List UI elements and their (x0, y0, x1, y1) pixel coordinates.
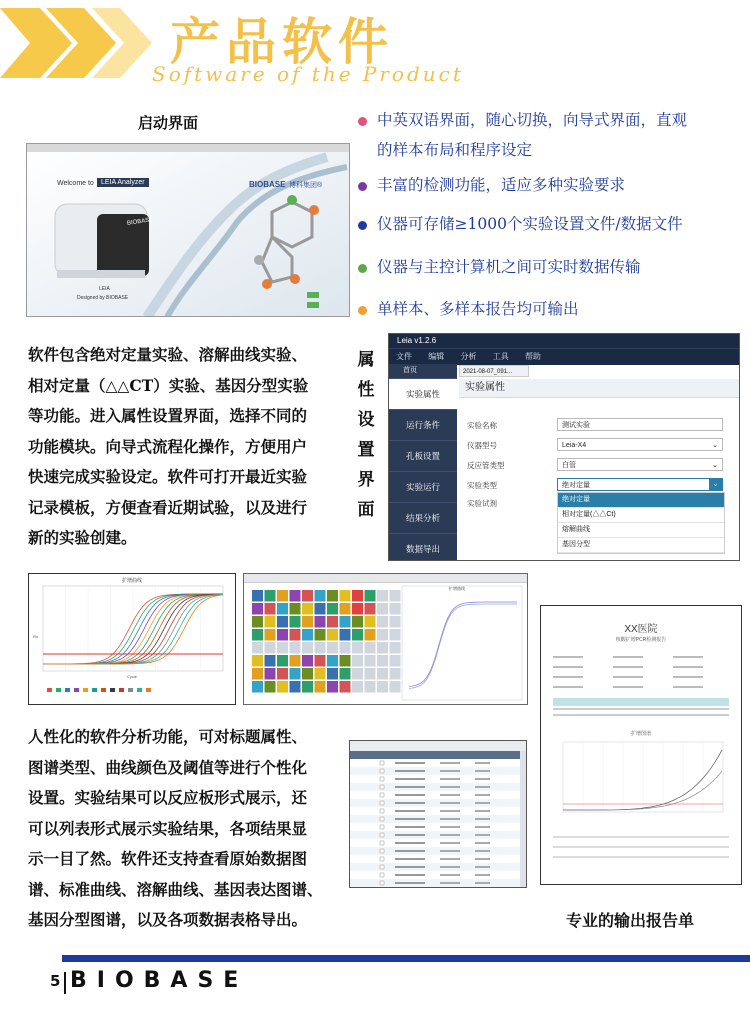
sidebar-item-export[interactable]: 数据导出 (389, 534, 457, 561)
results-table-screenshot (349, 740, 527, 888)
plate-well (327, 668, 338, 680)
row-cell (440, 858, 460, 860)
amp-chart-ylabel: Rn (33, 634, 39, 639)
row-checkbox (380, 833, 384, 837)
legend-swatch (137, 688, 142, 692)
plate-chart-title: 扩增曲线 (449, 586, 465, 591)
plate-well (390, 603, 401, 615)
table-scrollbar (520, 751, 526, 887)
row-cell (395, 866, 425, 868)
splash-leia: LEIA (99, 286, 110, 292)
plate-well (377, 590, 388, 602)
row-cell (440, 882, 460, 884)
row-checkbox (380, 817, 384, 821)
plate-well (290, 603, 301, 615)
row-cell (440, 866, 460, 868)
table-header (350, 751, 526, 759)
plate-well (340, 681, 351, 693)
plate-well (327, 655, 338, 667)
legend-swatch (65, 688, 70, 692)
plate-well (290, 629, 301, 641)
header-chevrons (0, 8, 165, 78)
plate-well (265, 603, 276, 615)
experiment-type-select[interactable]: 绝对定量 ⌄ (557, 478, 723, 491)
row-cell (440, 778, 460, 780)
plate-well (302, 629, 313, 641)
paragraph-2: 人性化的软件分析功能，可对标题属性、 图谱类型、曲线颜色及阈值等进行个性化 设置。实验结果可以反应板形式展示，还 可以列表形式展示实验结果，各项结果显 示一目了然。软件还支持查看原始数据图 谱、标准曲线、溶解曲线、基因表达图谱、 基因分型图谱，以及各项数据表格导出。 (28, 727, 323, 929)
chevron-down-icon: ⌄ (709, 479, 722, 490)
plate-grid (244, 582, 527, 704)
plate-well (277, 616, 288, 628)
menu-help[interactable]: 帮助 (524, 352, 541, 361)
report-field (553, 666, 583, 668)
blue-bullet-icon (358, 221, 367, 230)
row-cell (440, 770, 460, 772)
feature-5: 单样本、多样本报告均可输出 (358, 294, 579, 324)
plate-well (265, 590, 276, 602)
plate-well (302, 590, 313, 602)
row-checkbox (380, 825, 384, 829)
report-field (613, 656, 643, 658)
row-cell (395, 818, 425, 820)
plate-well (252, 590, 263, 602)
plate-well (302, 642, 313, 654)
row-checkbox (380, 881, 384, 885)
sidebar-item-run-conditions[interactable]: 运行条件 (389, 410, 457, 441)
plate-well (365, 668, 376, 680)
table-row (350, 831, 526, 839)
row-cell (395, 762, 425, 764)
plate-well (265, 668, 276, 680)
plate-well (340, 668, 351, 680)
sidebar-item-analysis[interactable]: 结果分析 (389, 503, 457, 534)
plate-well (365, 642, 376, 654)
row-cell (475, 882, 490, 884)
plate-well (365, 655, 376, 667)
menu-edit[interactable]: 编辑 (428, 352, 445, 361)
plate-well (265, 629, 276, 641)
table-row (350, 759, 526, 767)
row-checkbox (380, 849, 384, 853)
table-row (350, 815, 526, 823)
row-cell (395, 770, 425, 772)
row-cell (475, 770, 490, 772)
plate-well (252, 642, 263, 654)
plate-well (327, 616, 338, 628)
row-checkbox (380, 873, 384, 877)
plate-well (365, 681, 376, 693)
tab-home[interactable]: 首页 (389, 364, 457, 379)
plate-well (265, 655, 276, 667)
table-row (350, 847, 526, 855)
row-cell (475, 810, 490, 812)
row-cell (440, 762, 460, 764)
table-row (350, 791, 526, 799)
startup-label: 启动界面 (138, 114, 199, 132)
sidebar-item-plate[interactable]: 孔板设置 (389, 441, 457, 472)
field-label-tube: 反应管类型 (467, 461, 505, 470)
report-caption: 专业的输出报告单 (566, 911, 695, 930)
table-row (350, 783, 526, 791)
plate-well (277, 629, 288, 641)
plate-well (302, 603, 313, 615)
row-cell (475, 858, 490, 860)
row-cell (475, 826, 490, 828)
row-cell (395, 834, 425, 836)
splash-welcome: Welcome to (57, 180, 94, 187)
table-row (350, 863, 526, 871)
plate-well (365, 629, 376, 641)
report-table-row (553, 714, 729, 716)
plate-well (277, 642, 288, 654)
plate-well (315, 642, 326, 654)
splash-designed-by: Designed by BIOBASE (77, 295, 129, 301)
page-title: 产品软件 (170, 12, 394, 71)
plate-well (302, 616, 313, 628)
report-table-row (553, 708, 729, 710)
row-cell (475, 794, 490, 796)
field-label-type: 实验类型 (467, 481, 497, 490)
row-cell (475, 866, 490, 868)
legend-swatch (47, 688, 52, 692)
props-window (388, 333, 740, 561)
results-table (350, 741, 526, 887)
row-checkbox (380, 785, 384, 789)
row-cell (440, 834, 460, 836)
plate-well (315, 668, 326, 680)
plate-well (390, 668, 401, 680)
plate-well (377, 629, 388, 641)
amp-chart-xlabel: Cycle (127, 674, 138, 679)
row-checkbox (380, 793, 384, 797)
menu-bar (389, 348, 739, 365)
legend-swatch (92, 688, 97, 692)
field-label-reagent: 实验试剂 (467, 499, 497, 508)
field-label-model: 仪器型号 (467, 441, 497, 450)
plate-well (265, 681, 276, 693)
plate-well (302, 668, 313, 680)
amp-chart-screenshot (28, 573, 236, 705)
plate-well (340, 642, 351, 654)
plate-well (352, 655, 363, 667)
plate-well (302, 655, 313, 667)
plate-well (277, 590, 288, 602)
tab-experiment[interactable]: 2021-08-07_091... (459, 365, 529, 377)
feature-3: 仪器可存储≥1000个实验设置文件/数据文件 (358, 209, 683, 239)
row-checkbox (380, 857, 384, 861)
experiment-type-dropdown (557, 492, 725, 554)
report-field (553, 656, 583, 658)
row-checkbox (380, 761, 384, 765)
plate-well (290, 681, 301, 693)
row-cell (475, 786, 490, 788)
dropdown-option-genotype[interactable]: 基因分型 (558, 538, 724, 553)
row-cell (395, 794, 425, 796)
row-checkbox (380, 841, 384, 845)
row-cell (395, 786, 425, 788)
report-field (553, 686, 583, 688)
props-vertical-label: 属 性 设 置 界 面 (357, 350, 375, 520)
report-screenshot (540, 605, 742, 885)
plate-well (352, 681, 363, 693)
sidebar-item-run[interactable]: 实验运行 (389, 472, 457, 503)
row-cell (475, 818, 490, 820)
plate-well (315, 603, 326, 615)
row-cell (395, 850, 425, 852)
row-cell (475, 850, 490, 852)
legend-swatch (74, 688, 79, 692)
row-cell (475, 762, 490, 764)
report-field (553, 676, 583, 678)
pink-bullet-icon (358, 117, 367, 126)
dropdown-option-relative[interactable]: 相对定量(△△Ct) (558, 508, 724, 523)
plate-well (340, 629, 351, 641)
plate-well (390, 681, 401, 693)
plate-well (315, 681, 326, 693)
window-title: Leia v1.2.6 (389, 334, 739, 348)
plate-well (252, 616, 263, 628)
plate-well (352, 590, 363, 602)
row-checkbox (380, 801, 384, 805)
plate-well (315, 616, 326, 628)
row-cell (395, 802, 425, 804)
plate-well (340, 616, 351, 628)
page-number: 5 (50, 972, 61, 990)
row-cell (440, 818, 460, 820)
row-checkbox (380, 769, 384, 773)
row-cell (395, 778, 425, 780)
plate-well (340, 603, 351, 615)
plate-well (377, 642, 388, 654)
page-subtitle: Software of the Product (152, 62, 464, 86)
tube-type-select[interactable]: 白管 ⌄ (557, 458, 723, 471)
plate-well (277, 603, 288, 615)
feature-2: 丰富的检测功能，适应多种实验要求 (358, 170, 625, 200)
feature-1: 中英双语界面，随心切换，向导式界面，直观 (358, 105, 687, 135)
menu-tools[interactable]: 工具 (492, 352, 509, 361)
row-checkbox (380, 777, 384, 781)
report-field (673, 666, 703, 668)
chevron-down-icon: ⌄ (712, 462, 718, 469)
sidebar-item-props[interactable]: 实验属性 (389, 379, 457, 410)
plate-well (327, 629, 338, 641)
plate-well (327, 603, 338, 615)
plate-well (377, 616, 388, 628)
report-footer-line (553, 846, 729, 848)
plate-well (365, 590, 376, 602)
plate-well (315, 590, 326, 602)
plate-well (252, 603, 263, 615)
plate-well (340, 655, 351, 667)
plate-well (277, 681, 288, 693)
plate-well (352, 629, 363, 641)
orange-bullet-icon (358, 306, 367, 315)
table-row (350, 767, 526, 775)
plate-well (327, 590, 338, 602)
curve-panel (402, 586, 522, 700)
splash-graphic (27, 152, 349, 317)
report-chart-title: 扩增图谱 (630, 731, 651, 737)
feature-4: 仪器与主控计算机之间可实时数据传输 (358, 252, 641, 282)
row-cell (475, 834, 490, 836)
plate-well (252, 668, 263, 680)
row-checkbox (380, 809, 384, 813)
row-cell (475, 802, 490, 804)
row-cell (440, 802, 460, 804)
panel-title: 实验属性 (459, 379, 739, 398)
feature-1-cont: 的样本布局和程序设定 (377, 141, 533, 159)
row-cell (440, 786, 460, 788)
plate-well (377, 668, 388, 680)
row-cell (395, 858, 425, 860)
plate-well (290, 668, 301, 680)
plate-well (352, 642, 363, 654)
device-brand: BIOBASE (126, 217, 154, 227)
plate-well (315, 629, 326, 641)
row-cell (440, 842, 460, 844)
plate-well (390, 616, 401, 628)
row-cell (440, 826, 460, 828)
report-field (613, 686, 643, 688)
row-cell (395, 842, 425, 844)
paragraph-1: 软件包含绝对定量实验、溶解曲线实验、 相对定量（△△CT）实验、基因分型实验 等功能。进入属性设置界面，选择不同的 功能模块。向导式流程化操作，方便用户 快速完成实验设定。软件可打开最近实验 记录模板，方便查看近期试验，以及进行 新的实验创建。 (28, 345, 309, 547)
report-subtitle: 核酸扩增PCR检测报告 (615, 637, 667, 643)
splash-product: LEIA Analyzer (97, 178, 149, 187)
footer-brand: BIOBASE (70, 968, 249, 993)
plate-screenshot (243, 573, 528, 705)
plate-well (352, 603, 363, 615)
table-row (350, 775, 526, 783)
plate-well (390, 629, 401, 641)
row-cell (395, 826, 425, 828)
menu-analysis[interactable]: 分析 (460, 352, 477, 361)
dropdown-option-absolute[interactable]: 绝对定量 (558, 493, 724, 508)
plate-well (377, 681, 388, 693)
plate-well (265, 616, 276, 628)
footer-line (62, 955, 750, 962)
report-field (673, 656, 703, 658)
report-hospital: XX医院 (624, 624, 658, 635)
table-row (350, 855, 526, 863)
row-cell (475, 778, 490, 780)
plate-well (302, 681, 313, 693)
report-field (673, 676, 703, 678)
menu-file[interactable]: 文件 (396, 352, 412, 361)
plate-well (390, 590, 401, 602)
plate-well (277, 668, 288, 680)
legend-swatch (101, 688, 106, 692)
plate-well (252, 681, 263, 693)
plate-well (390, 655, 401, 667)
field-label-name: 实验名称 (467, 421, 497, 430)
plate-well (290, 642, 301, 654)
plate-well (290, 590, 301, 602)
report-field (613, 666, 643, 668)
amp-chart-plot (29, 574, 235, 704)
plate-well (377, 655, 388, 667)
row-cell (440, 794, 460, 796)
legend-swatch (83, 688, 88, 692)
plate-well (365, 616, 376, 628)
table-row (350, 799, 526, 807)
chevron-down-icon: ⌄ (712, 442, 718, 449)
table-row (350, 871, 526, 879)
plate-well (277, 655, 288, 667)
row-cell (440, 810, 460, 812)
row-cell (395, 874, 425, 876)
row-cell (440, 850, 460, 852)
table-toolbar (350, 741, 526, 751)
report-field (673, 686, 703, 688)
plate-well (327, 642, 338, 654)
legend-swatch (56, 688, 61, 692)
row-cell (395, 882, 425, 884)
plate-well (315, 655, 326, 667)
splash-screenshot (26, 143, 350, 317)
legend-swatch (119, 688, 124, 692)
green-bullet-icon (358, 264, 367, 273)
plate-well (290, 616, 301, 628)
report-body (541, 646, 741, 882)
row-checkbox (380, 865, 384, 869)
dropdown-option-melt[interactable]: 熔解曲线 (558, 523, 724, 538)
splash-brand: BIOBASE (249, 180, 286, 189)
instrument-model-select[interactable]: Leia-X4 ⌄ (557, 438, 723, 451)
amp-chart-title: 扩增曲线 (121, 578, 142, 584)
sidebar (389, 364, 457, 560)
plate-well (365, 603, 376, 615)
plate-well (352, 668, 363, 680)
report-table-header (553, 698, 729, 706)
plate-well (290, 655, 301, 667)
table-row (350, 839, 526, 847)
plate-well (340, 590, 351, 602)
report-footer-line (553, 856, 729, 858)
row-cell (475, 842, 490, 844)
plate-well (265, 642, 276, 654)
legend-swatch (110, 688, 115, 692)
plate-well (352, 616, 363, 628)
plate-well (327, 681, 338, 693)
page-divider (64, 972, 66, 994)
report-footer-line (553, 836, 729, 838)
plate-well (252, 629, 263, 641)
legend-swatch (128, 688, 133, 692)
row-cell (395, 810, 425, 812)
table-row (350, 823, 526, 831)
row-cell (440, 874, 460, 876)
plate-well (252, 655, 263, 667)
splash-brand-cn: 博科集团® (289, 182, 323, 189)
experiment-name-input[interactable]: 测试实验 (557, 418, 723, 431)
plate-well (377, 603, 388, 615)
table-row (350, 879, 526, 887)
report-field (613, 676, 643, 678)
purple-bullet-icon (358, 182, 367, 191)
plate-well (390, 642, 401, 654)
row-cell (475, 874, 490, 876)
legend-swatch (146, 688, 151, 692)
table-row (350, 807, 526, 815)
